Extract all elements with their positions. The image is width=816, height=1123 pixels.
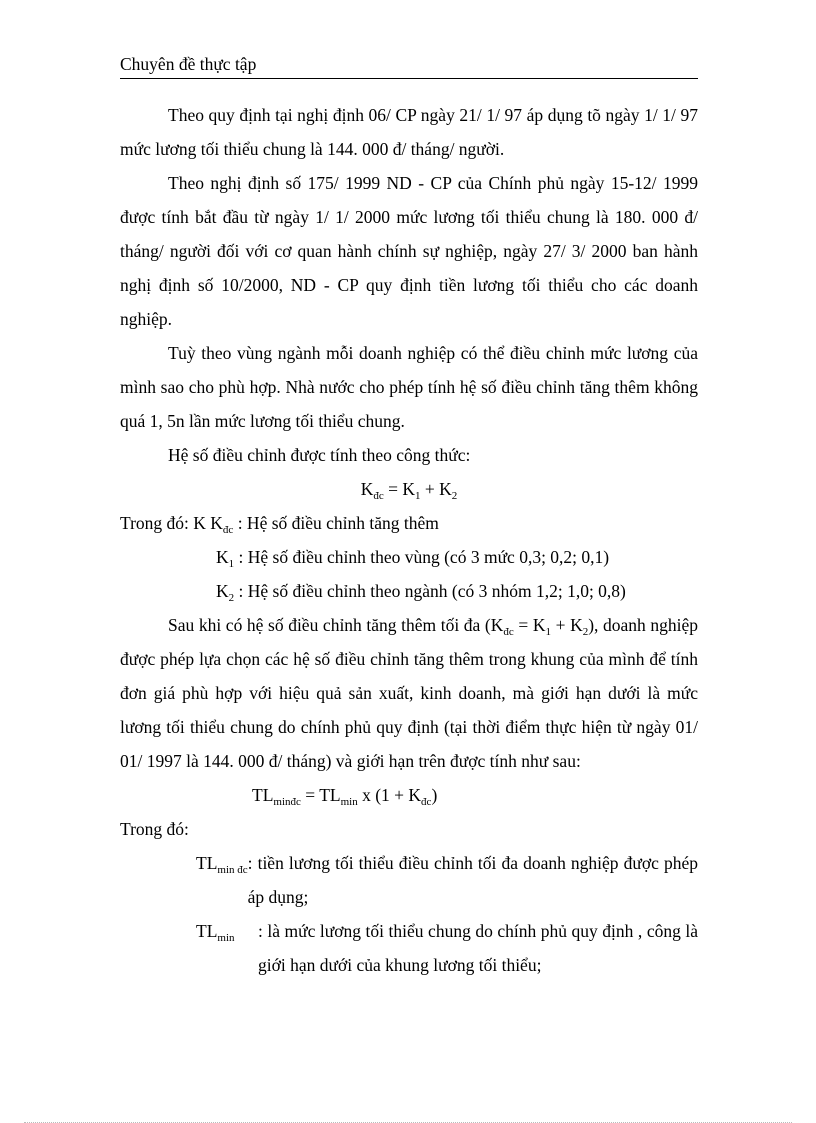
where-tl: Trong đó: (120, 819, 189, 839)
paragraph-4: Hệ số điều chỉnh được tính theo công thức: (168, 445, 471, 465)
paragraph-5: Sau khi có hệ số điều chỉnh tăng thêm tối đa $(K_{đc} = K_1 + K_2)$, doanh nghiệp được phép lựa chọn các hệ số điều chỉnh tăng thêm trong khung của mình để tính đơn giá phù hợp với hiệu quả sản xuất, kinh doanh, mà giới hạn dưới là mức lương tối thiểu chung do chính phủ quy định (tại thời điểm thực hiện từ ngày 01/ 01/ 1997 là 144. 000 đ/ tháng) và giới hạn trên được tính như sau: (120, 615, 699, 771)
k1-definition: $K_1$ : Hệ số điều chỉnh theo vùng (có 3 mức 0,3; 0,2; 0,1) (216, 547, 610, 570)
page-header (120, 52, 698, 79)
paragraph-2: Theo nghị định số 175/ 1999 ND - CP của Chính phủ ngày 15-12/ 1999 được tính bắt đầu từ ngày 1/ 1/ 2000 mức lương tối thiểu chung là 180. 000 đ/ tháng/ người đối với cơ quan hành chính sự nghiệp, ngày 27/ 3/ 2000 ban hành nghị định số 10/2000, ND - CP quy định tiền lương tối thiểu cho các doanh nghiệp. (120, 173, 698, 329)
formula-tlmin: $TL_{minđc} = TL_{min}$ x $(1 + K_{đc})$ (252, 785, 438, 808)
where-kdc: Trong đó: K $K_{đc}$ : Hệ số điều chỉnh tăng thêm (120, 513, 439, 536)
tlmin-dc-definition: $TL_{min đc}$ : tiền lương tối thiểu điều chỉnh tối đa doanh nghiệp được phép áp dụng; (196, 853, 698, 907)
header-title: Chuyên đề thực tập (120, 54, 257, 74)
document-body (120, 98, 698, 982)
paragraph-1: Theo quy định tại nghị định 06/ CP ngày 21/ 1/ 97 áp dụng tõ ngày 1/ 1/ 97 mức lương tối thiểu chung là 144. 000 đ/ tháng/ người. (120, 105, 698, 159)
paragraph-3: Tuỳ theo vùng ngành mỗi doanh nghiệp có thể điều chỉnh mức lương của mình sao cho phù hợp. Nhà nước cho phép tính hệ số điều chỉnh tăng thêm không quá 1, 5n lần mức lương tối thiểu chung. (120, 343, 698, 431)
k2-definition: $K_2$ : Hệ số điều chỉnh theo ngành (có 3 nhóm 1,2; 1,0; 0,8) (216, 581, 626, 604)
tlmin-definition: $TL_{min}$ : là mức lương tối thiểu chung do chính phủ quy định , công là giới hạn dưới của khung lương tối thiểu; (196, 921, 698, 975)
formula-kdc: $K_{đc} = K_1 + K_2$ (360, 479, 458, 502)
